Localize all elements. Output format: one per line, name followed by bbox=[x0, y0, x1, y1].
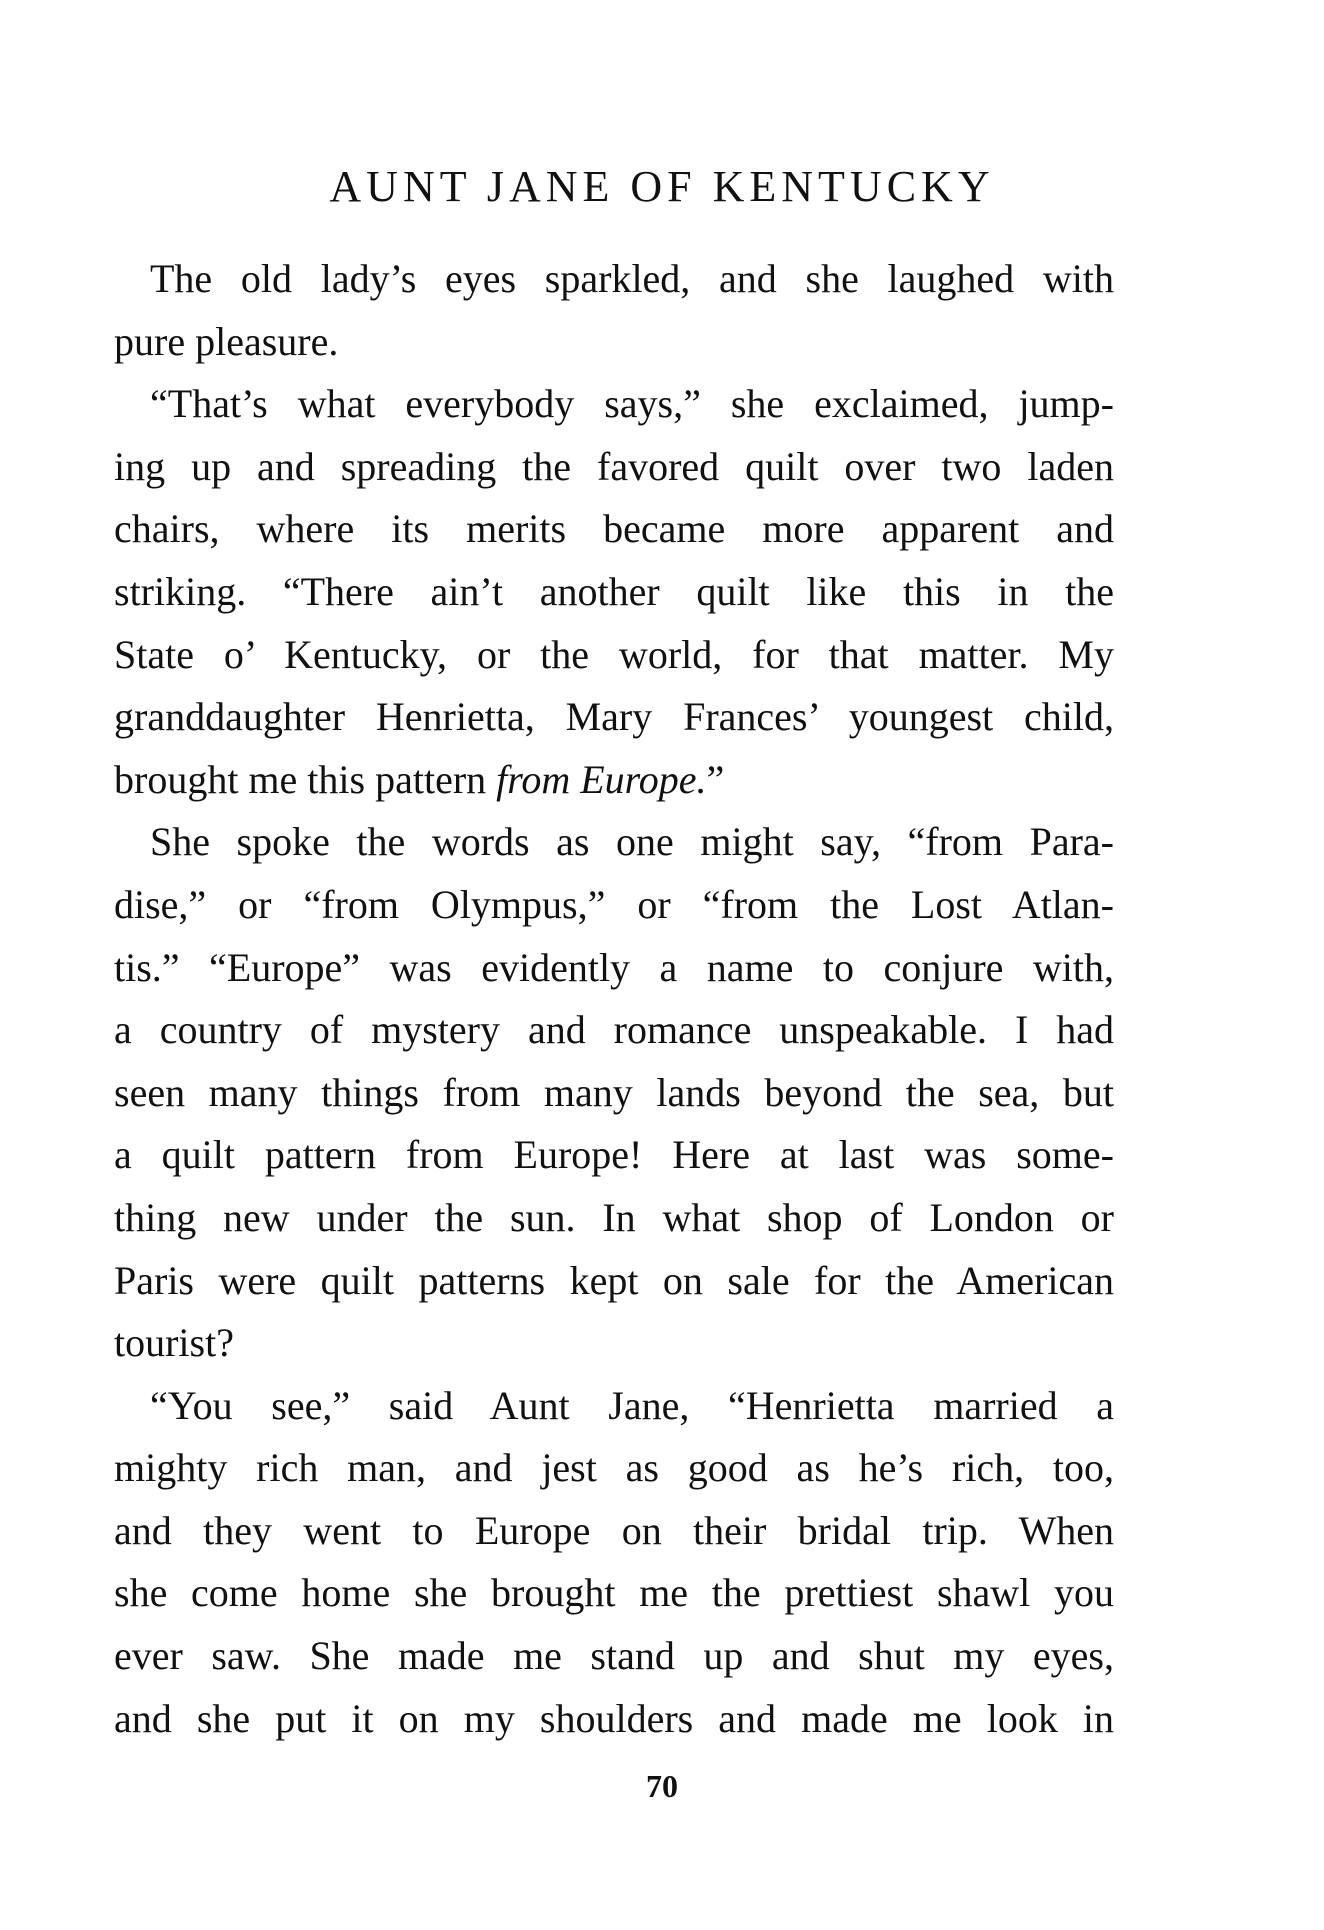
text-line: ing up and spreading the favored quilt over two laden bbox=[114, 443, 1114, 489]
text-line: tourist? bbox=[114, 1320, 234, 1366]
running-head-title: AUNT JANE OF KENTUCKY bbox=[329, 162, 995, 211]
text-line: The old lady’s eyes sparkled, and she laughed with bbox=[150, 256, 1114, 301]
text-line: striking. “There ain’t another quilt like this in the bbox=[114, 568, 1114, 614]
page-number: 70 bbox=[646, 1768, 678, 1804]
italic-run: from Europe. bbox=[496, 756, 707, 802]
text-line: a country of mystery and romance unspeakable. I had bbox=[114, 1007, 1114, 1053]
text-line: State o’ Kentucky, or the world, for that matter. My bbox=[114, 631, 1114, 677]
text-line: Paris were quilt patterns kept on sale for the American bbox=[114, 1257, 1114, 1303]
body-text bbox=[114, 248, 1114, 1750]
text-run: brought me this pattern bbox=[114, 756, 497, 802]
text-line: a quilt pattern from Europe! Here at last was some- bbox=[114, 1132, 1114, 1178]
text-line: and they went to Europe on their bridal trip. When bbox=[114, 1507, 1114, 1553]
text-line bbox=[114, 749, 1114, 812]
text-line: and she put it on my shoulders and made me look in bbox=[114, 1695, 1114, 1741]
text-line: dise,” or “from Olympus,” or “from the Lost Atlan- bbox=[114, 881, 1114, 927]
text-line: ever saw. She made me stand up and shut my eyes, bbox=[114, 1633, 1114, 1679]
text-line: “That’s what everybody says,” she exclaimed, jump- bbox=[150, 381, 1114, 427]
text-line: seen many things from many lands beyond the sea, but bbox=[114, 1069, 1114, 1115]
text-line: granddaughter Henrietta, Mary Frances’ youngest child, bbox=[114, 694, 1114, 740]
text-run: ” bbox=[706, 756, 725, 802]
text-line: “You see,” said Aunt Jane, “Henrietta married a bbox=[150, 1382, 1114, 1428]
text-line: thing new under the sun. In what shop of London or bbox=[114, 1194, 1114, 1240]
text-line: pure pleasure. bbox=[114, 318, 339, 364]
text-line: she come home she brought me the prettiest shawl you bbox=[114, 1570, 1114, 1616]
text-line: chairs, where its merits became more apparent and bbox=[114, 506, 1114, 552]
text-line: She spoke the words as one might say, “from Para- bbox=[150, 819, 1114, 865]
text-line: mighty rich man, and jest as good as he’s rich, too, bbox=[114, 1445, 1114, 1491]
text-line: tis.” “Europe” was evidently a name to conjure with, bbox=[114, 944, 1114, 990]
